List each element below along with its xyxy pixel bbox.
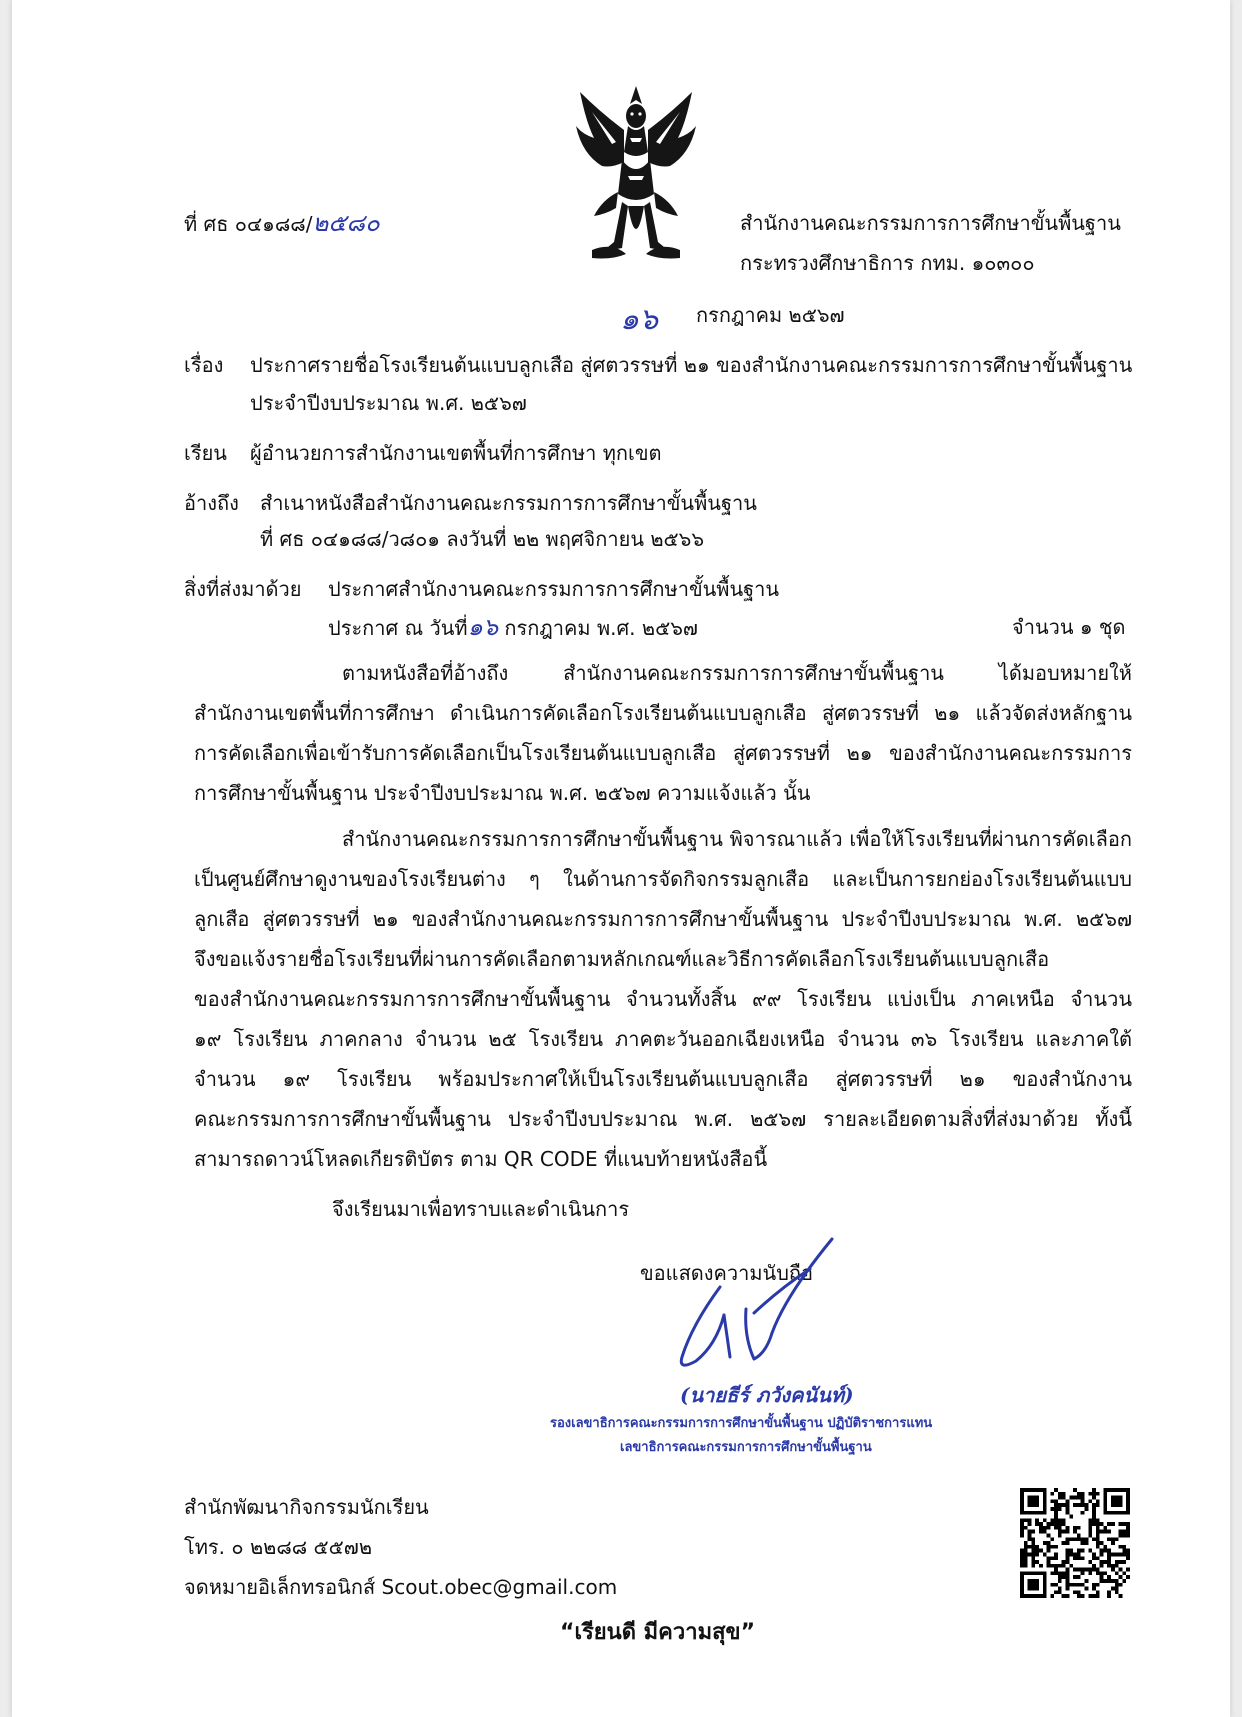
signatory-title-1: รองเลขาธิการคณะกรรมการการศึกษาขั้นพื้นฐาน ปฏิบัติราชการแทน: [550, 1416, 933, 1431]
reference-label: อ้างถึง: [184, 491, 239, 515]
org-name: สำนักงานคณะกรรมการการศึกษาขั้นพื้นฐาน: [740, 211, 1121, 235]
reference-number: [184, 210, 380, 237]
paragraph-2-line-5: ของสำนักงานคณะกรรมการการศึกษาขั้นพื้นฐาน จำนวนทั้งสิ้น ๙๙ โรงเรียน แบ่งเป็น ภาคเหนือ จำนวน: [194, 987, 1132, 1011]
footer-phone: โทร. ๐ ๒๒๘๘ ๕๕๗๒: [184, 1535, 373, 1559]
enclosure-date-prefix: ประกาศ ณ วันที่: [328, 616, 468, 640]
paragraph-1-line-3: การคัดเลือกเพื่อเข้ารับการคัดเลือกเป็นโรงเรียนต้นแบบลูกเสือ สู่ศตวรรษที่ ๒๑ ของสำนักงานคณะกรรมการ: [194, 741, 1132, 765]
paragraph-2-line-6: ๑๙ โรงเรียน ภาคกลาง จำนวน ๒๕ โรงเรียน ภาคตะวันออกเฉียงเหนือ จำนวน ๓๖ โรงเรียน และภาคใต้: [194, 1027, 1132, 1051]
document-page: [12, 0, 1230, 1717]
enclosure-date-handwritten: ๑๖: [467, 613, 499, 641]
paragraph-2-line-8: คณะกรรมการการศึกษาขั้นพื้นฐาน ประจำปีงบประมาณ พ.ศ. ๒๕๖๗ รายละเอียดตามสิ่งที่ส่งมาด้วย ทั้งนี้: [194, 1107, 1132, 1131]
paragraph-2-line-7: จำนวน ๑๙ โรงเรียน พร้อมประกาศให้เป็นโรงเรียนต้นแบบลูกเสือ สู่ศตวรรษที่ ๒๑ ของสำนักงาน: [194, 1067, 1132, 1091]
enclosure-quantity: จำนวน ๑ ชุด: [1012, 615, 1126, 639]
enclosure-line-1: ประกาศสำนักงานคณะกรรมการการศึกษาขั้นพื้นฐาน: [328, 577, 780, 601]
date-month-year: กรกฎาคม ๒๕๖๗: [696, 303, 845, 327]
paragraph-1-line-4: การศึกษาขั้นพื้นฐาน ประจำปีงบประมาณ พ.ศ. ๒๕๖๗ ความแจ้งแล้ว นั้น: [194, 781, 811, 805]
footer-email: จดหมายอิเล็กทรอนิกส์ Scout.obec@gmail.com: [184, 1575, 618, 1599]
paragraph-1-line-2: สำนักงานเขตพื้นที่การศึกษา ดำเนินการคัดเลือกโรงเรียนต้นแบบลูกเสือ สู่ศตวรรษที่ ๒๑ แล้วจัดส่งหลักฐาน: [194, 701, 1132, 725]
qr-code[interactable]: [1020, 1488, 1130, 1598]
paragraph-2-line-4: จึงขอแจ้งรายชื่อโรงเรียนที่ผ่านการคัดเลือกตามหลักเกณฑ์และวิธีการคัดเลือกโรงเรียนต้นแบบลูกเสือ: [194, 947, 1050, 971]
paragraph-2-line-3: ลูกเสือ สู่ศตวรรษที่ ๒๑ ของสำนักงานคณะกรรมการการศึกษาขั้นพื้นฐาน ประจำปีงบประมาณ พ.ศ. ๒๕๖๗: [194, 907, 1132, 931]
signatory-name: (นายธีร์ ภวังคนันท์): [680, 1383, 854, 1407]
paragraph-2-line-9: สามารถดาวน์โหลดเกียรติบัตร ตาม QR CODE ที่แนบท้ายหนังสือนี้: [194, 1147, 768, 1171]
enclosure-label: สิ่งที่ส่งมาด้วย: [184, 577, 302, 601]
paragraph-2-line-2: เป็นศูนย์ศึกษาดูงานของโรงเรียนต่าง ๆ ในด้านการจัดกิจกรรมลูกเสือ และเป็นการยกย่องโรงเรียนต้นแบบ: [194, 867, 1132, 891]
enclosure-date-suffix: กรกฎาคม พ.ศ. ๒๕๖๗: [498, 616, 698, 640]
handwritten-signature: [662, 1225, 842, 1375]
garuda-emblem: [572, 82, 700, 262]
subject-line-1: ประกาศรายชื่อโรงเรียนต้นแบบลูกเสือ สู่ศตวรรษที่ ๒๑ ของสำนักงานคณะกรรมการการศึกษาขั้นพื้นฐาน: [250, 353, 1133, 377]
paragraph-2-line-1: สำนักงานคณะกรรมการการศึกษาขั้นพื้นฐาน พิจารณาแล้ว เพื่อให้โรงเรียนที่ผ่านการคัดเลือก: [342, 827, 1132, 851]
org-address: กระทรวงศึกษาธิการ กทม. ๑๐๓๐๐: [740, 251, 1035, 275]
reference-line-1: สำเนาหนังสือสำนักงานคณะกรรมการการศึกษาขั้นพื้นฐาน: [260, 491, 757, 515]
subject-line-2: ประจำปีงบประมาณ พ.ศ. ๒๕๖๗: [250, 391, 527, 415]
recipient-label: เรียน: [184, 441, 227, 465]
footer-slogan: “เรียนดี มีความสุข”: [560, 1620, 756, 1645]
enclosure-line-2: [328, 614, 698, 641]
reference-prefix: ที่ ศธ ๐๔๑๘๘/: [184, 212, 313, 236]
closing-request: จึงเรียนมาเพื่อทราบและดำเนินการ: [332, 1197, 630, 1221]
reference-handwritten-number: ๒๕๘๐: [312, 209, 380, 237]
footer-department: สำนักพัฒนากิจกรรมนักเรียน: [184, 1495, 429, 1519]
recipient-text: ผู้อำนวยการสำนักงานเขตพื้นที่การศึกษา ทุกเขต: [250, 441, 662, 465]
signature-closing: ขอแสดงความนับถือ: [640, 1261, 814, 1285]
reference-line-2: ที่ ศธ ๐๔๑๘๘/ว๘๐๑ ลงวันที่ ๒๒ พฤศจิกายน ๒๕๖๖: [260, 527, 705, 551]
subject-label: เรื่อง: [184, 353, 224, 377]
paragraph-1-line-1: ตามหนังสือที่อ้างถึง สำนักงานคณะกรรมการการศึกษาขั้นพื้นฐาน ได้มอบหมายให้: [342, 661, 1132, 685]
date-day-handwritten: ๑๖: [620, 302, 659, 337]
signatory-title-2: เลขาธิการคณะกรรมการการศึกษาขั้นพื้นฐาน: [620, 1440, 872, 1455]
